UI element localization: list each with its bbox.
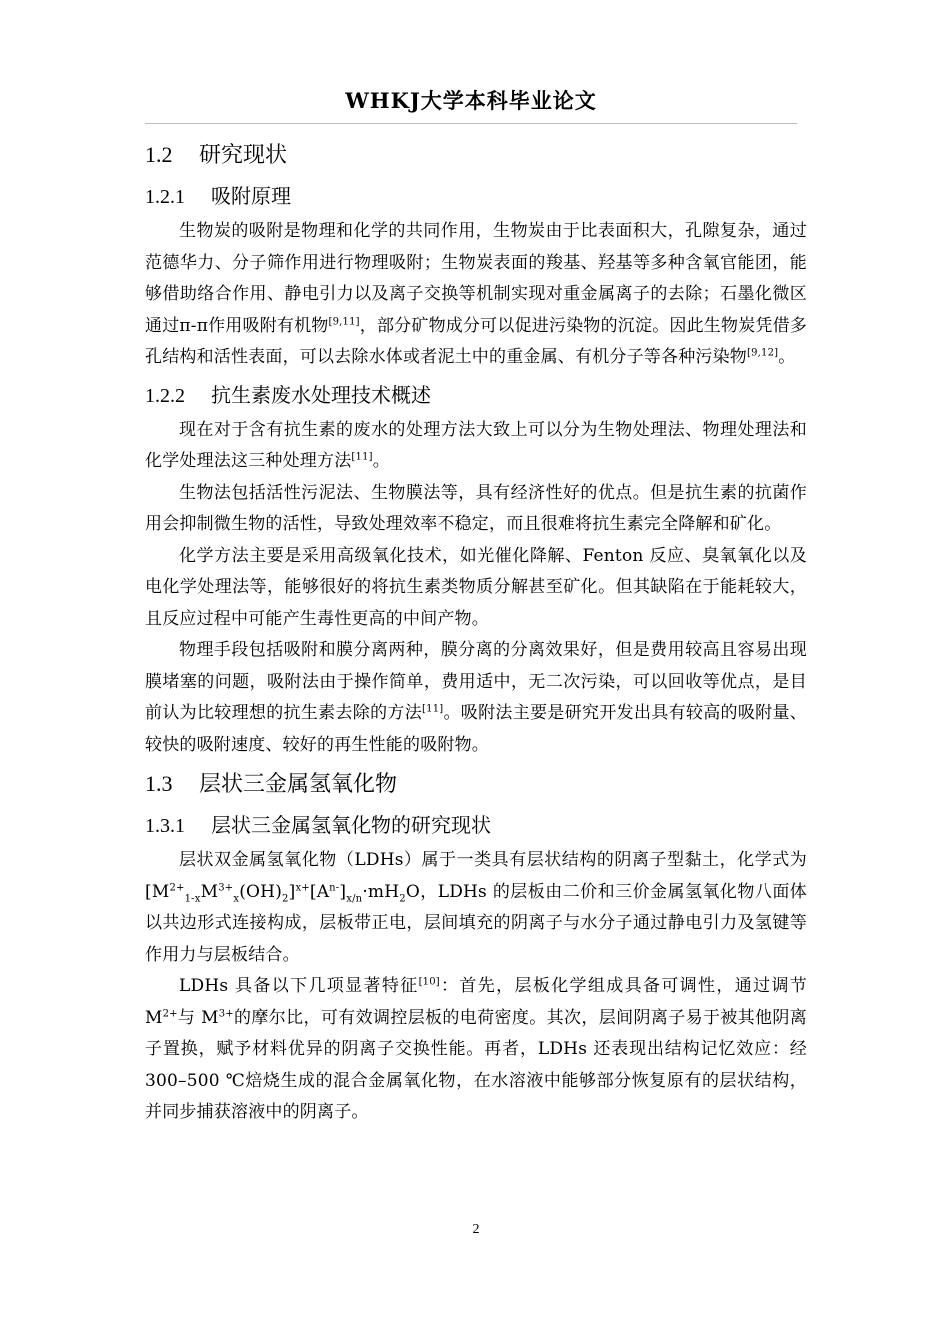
section-title: 抗生素废水处理技术概述 [211,382,431,407]
section-title: 吸附原理 [211,184,291,208]
subscript: 2 [282,892,289,904]
page-header-title: WHKJ大学本科毕业论文 [345,88,597,113]
section-number: 1.3.1 [145,815,185,837]
text-run: [A [309,881,330,902]
paragraph-ldh-structure [145,845,807,971]
section-number: 1.2.1 [145,186,185,208]
text-run: 生物炭的吸附是物理和化学的共同作用，生物炭由于比表面积大，孔隙复杂，通过范德华力、分子筛作用进行物理吸附；生物炭表面的羧基、羟基等多种含氧官能团，能够借助络合作用、静电引力以及离子交换等机制实现对重金属离子的去除；石墨化微区通过π-π作用吸附有机物 [145,221,807,336]
paragraph-ldh-features [145,971,807,1129]
superscript: 2+ [169,881,185,893]
paragraph-biological-method: 生物法包括活性污泥法、生物膜法等，具有经济性好的优点。但是抗生素的抗菌作用会抑制微生物的活性，导致处理效率不稳定，而且很难将抗生素完全降解和矿化。 [145,482,807,534]
subscript: 1-x [184,892,201,904]
text-run: ·mH [362,881,400,902]
section-title: 层状三金属氢氧化物的研究现状 [211,813,491,837]
text-run: 现在对于含有抗生素的废水的处理方法大致上可以分为生物处理法、物理处理法和化学处理法这三种处理方法 [145,419,807,471]
superscript: x+ [295,881,310,893]
subscript: x [233,892,240,904]
section-heading-1-3 [145,767,807,802]
superscript: 3+ [218,881,234,893]
subscript: x/n [346,892,363,904]
header-divider [145,123,797,124]
text-run: ] [339,881,347,902]
section-number: 1.3 [145,771,173,796]
citation: [9,11] [328,315,360,327]
section-heading-1-3-1 [145,810,807,841]
subscript: 2 [399,892,406,904]
text-run: 与 M [177,1007,219,1028]
section-heading-1-2-1 [145,181,807,212]
citation: [9,12] [747,347,779,359]
text-run: (OH) [239,881,283,902]
superscript: 3+ [218,1007,234,1019]
text-run: 层状双金属氢氧化物（LDHs）属于一类具有层状结构的阴离子型黏土，化学式为[M [145,850,807,902]
text-run: M [200,881,219,902]
text-run: LDHs 具备以下几项显著特征 [179,976,419,996]
text-run: 物理手段包括吸附和膜分离两种，膜分离的分离效果好，但是费用较高且容易出现膜堵塞的问题，吸附法由于操作简单，费用适中，无二次污染，可以回收等优点，是目前认为比较理想的抗生素去除的方法 [145,640,807,723]
citation: [11] [422,703,444,715]
text-run: O，LDHs 的层板由二价和三价金属氢氧化物八面体以共边形式连接构成，层板带正电，层间填充的阴离子与水分子通过静电引力及氢键等作用力与层板结合。 [145,881,807,965]
text-run: 的摩尔比，可有效调控层板的电荷密度。其次，层间阴离子易于被其他阴离子置换，赋予材料优异的阴离子交换性能。再者，LDHs 还表现出结构记忆效应：经 300–500 ℃焙烧生成的混合金属氧化物，在水溶液中能够部分恢复原有的层状结构，并同步捕获溶液中的阴离子。 [145,1007,807,1122]
section-number: 1.2.2 [145,384,185,407]
text-run: ] [288,881,296,902]
paragraph-adsorption-principle [145,216,807,374]
section-title: 层状三金属氢氧化物 [199,772,398,797]
text-run: 。吸附法主要是研究开发出具有较高的吸附量、较快的吸附速度、较好的再生性能的吸附物。 [145,703,807,755]
section-title: 研究现状 [199,143,288,168]
text-run: 。 [778,347,796,367]
section-heading-1-2 [145,138,807,173]
document-body [145,138,807,1129]
citation: [11] [351,451,373,463]
paragraph-physical-method [145,635,807,761]
paragraph-chemical-method: 化学方法主要是采用高级氧化技术，如光催化降解、Fenton 反应、臭氧氧化以及电化学处理法等，能够很好的将抗生素类物质分解甚至矿化。但其缺陷在于能耗较大，且反应过程中可能产生毒性更高的中间产物。 [145,545,807,629]
section-heading-1-2-2 [145,380,807,411]
page-number: 2 [472,1222,480,1237]
paragraph-treatment-overview [145,415,807,478]
text-run: ，部分矿物成分可以促进污染物的沉淀。因此生物炭凭借多孔结构和活性表面，可以去除水体或者泥土中的重金属、有机分子等各种污染物 [145,315,807,367]
text-run: 。 [372,451,390,471]
superscript: 2+ [162,1007,178,1019]
citation: [10] [418,976,440,988]
section-number: 1.2 [145,142,173,167]
text-run: ：首先，层板化学组成具备可调性，通过调节 M [145,976,808,1028]
superscript: n- [329,881,340,893]
